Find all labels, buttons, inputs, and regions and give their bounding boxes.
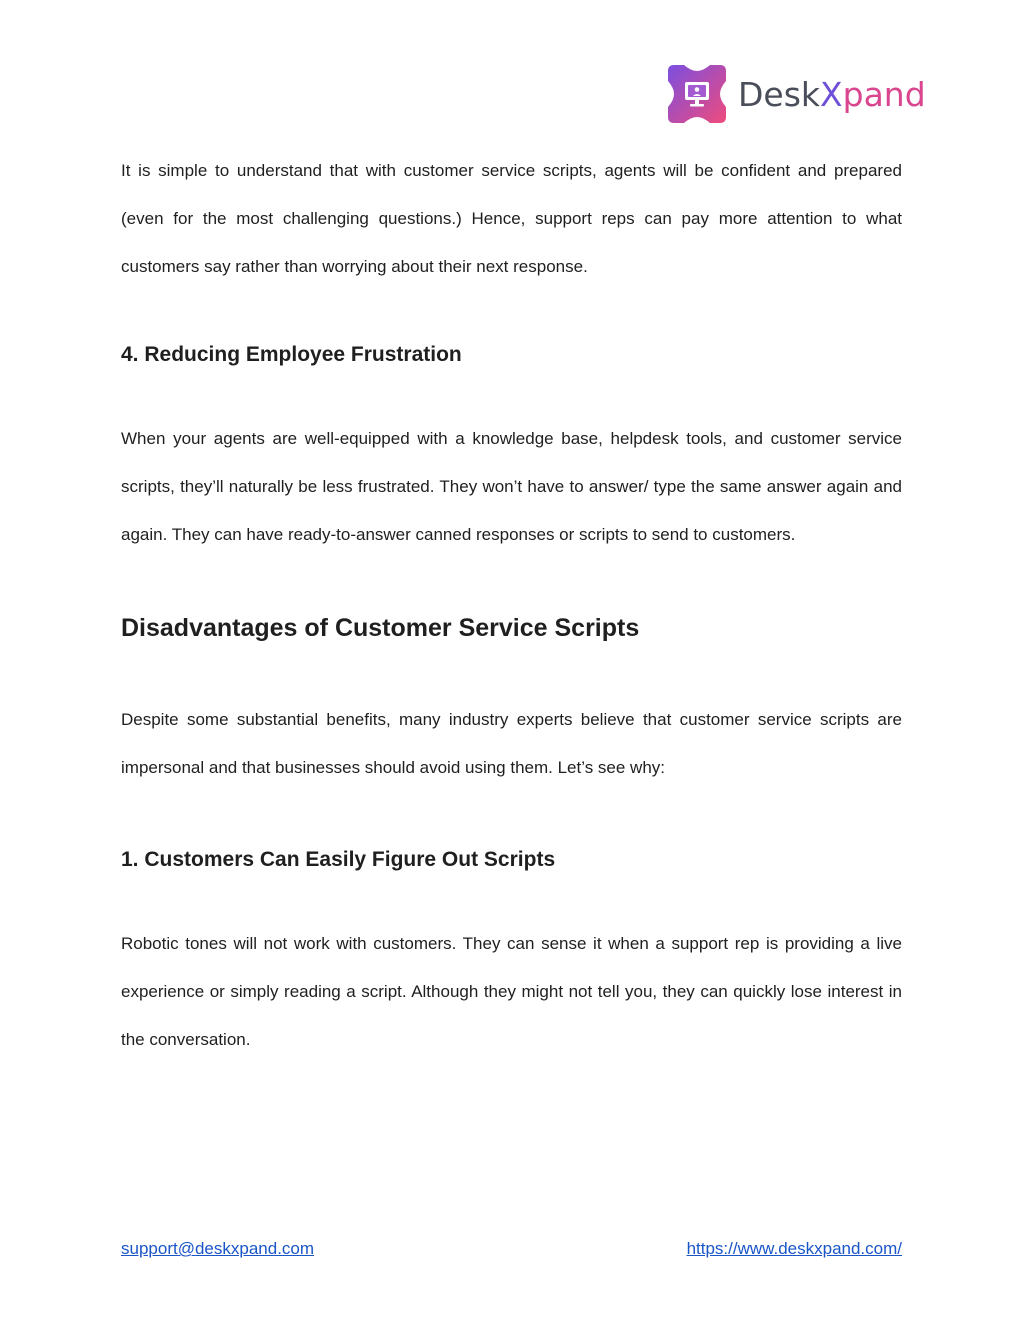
document-body [121,150,902,1064]
logo-text-pand: pand [842,74,926,114]
logo-text-desk: Desk [738,74,821,114]
support-email-link[interactable]: support@deskxpand.com [121,1239,315,1258]
page-footer [121,1239,902,1259]
intro-paragraph: It is simple to understand that with customer service scripts, agents will be confident and prepared (even for the most challenging questions.) Hence, support reps can pay more attention to what customers say rather than worrying about their next response. [121,161,902,276]
frustration-paragraph: When your agents are well-equipped with a knowledge base, helpdesk tools, and customer service scripts, they’ll naturally be less frustrated. They won’t have to answer/ type the same answer again and again. They can have ready-to-answer canned responses or scripts to send to customers. [121,429,902,544]
website-link[interactable]: https://www.deskxpand.com/ [686,1239,902,1258]
heading-disadvantages: Disadvantages of Customer Service Scripts [121,614,640,642]
logo-text-x: X [820,74,843,114]
logo-wordmark [738,74,926,114]
deskxpand-logo [664,60,926,128]
heading-customers-figure-out-scripts: 1. Customers Can Easily Figure Out Scripts [121,848,556,871]
disadvantages-intro-paragraph: Despite some substantial benefits, many industry experts believe that customer service scripts are impersonal and that businesses should avoid using them. Let’s see why: [121,710,902,777]
deskxpand-logo-mark-icon [664,61,730,127]
heading-reducing-employee-frustration: 4. Reducing Employee Frustration [121,343,462,366]
robotic-tones-paragraph: Robotic tones will not work with customers. They can sense it when a support rep is providing a live experience or simply reading a script. Although they might not tell you, they can quickly lose interest in the conversation. [121,934,902,1049]
